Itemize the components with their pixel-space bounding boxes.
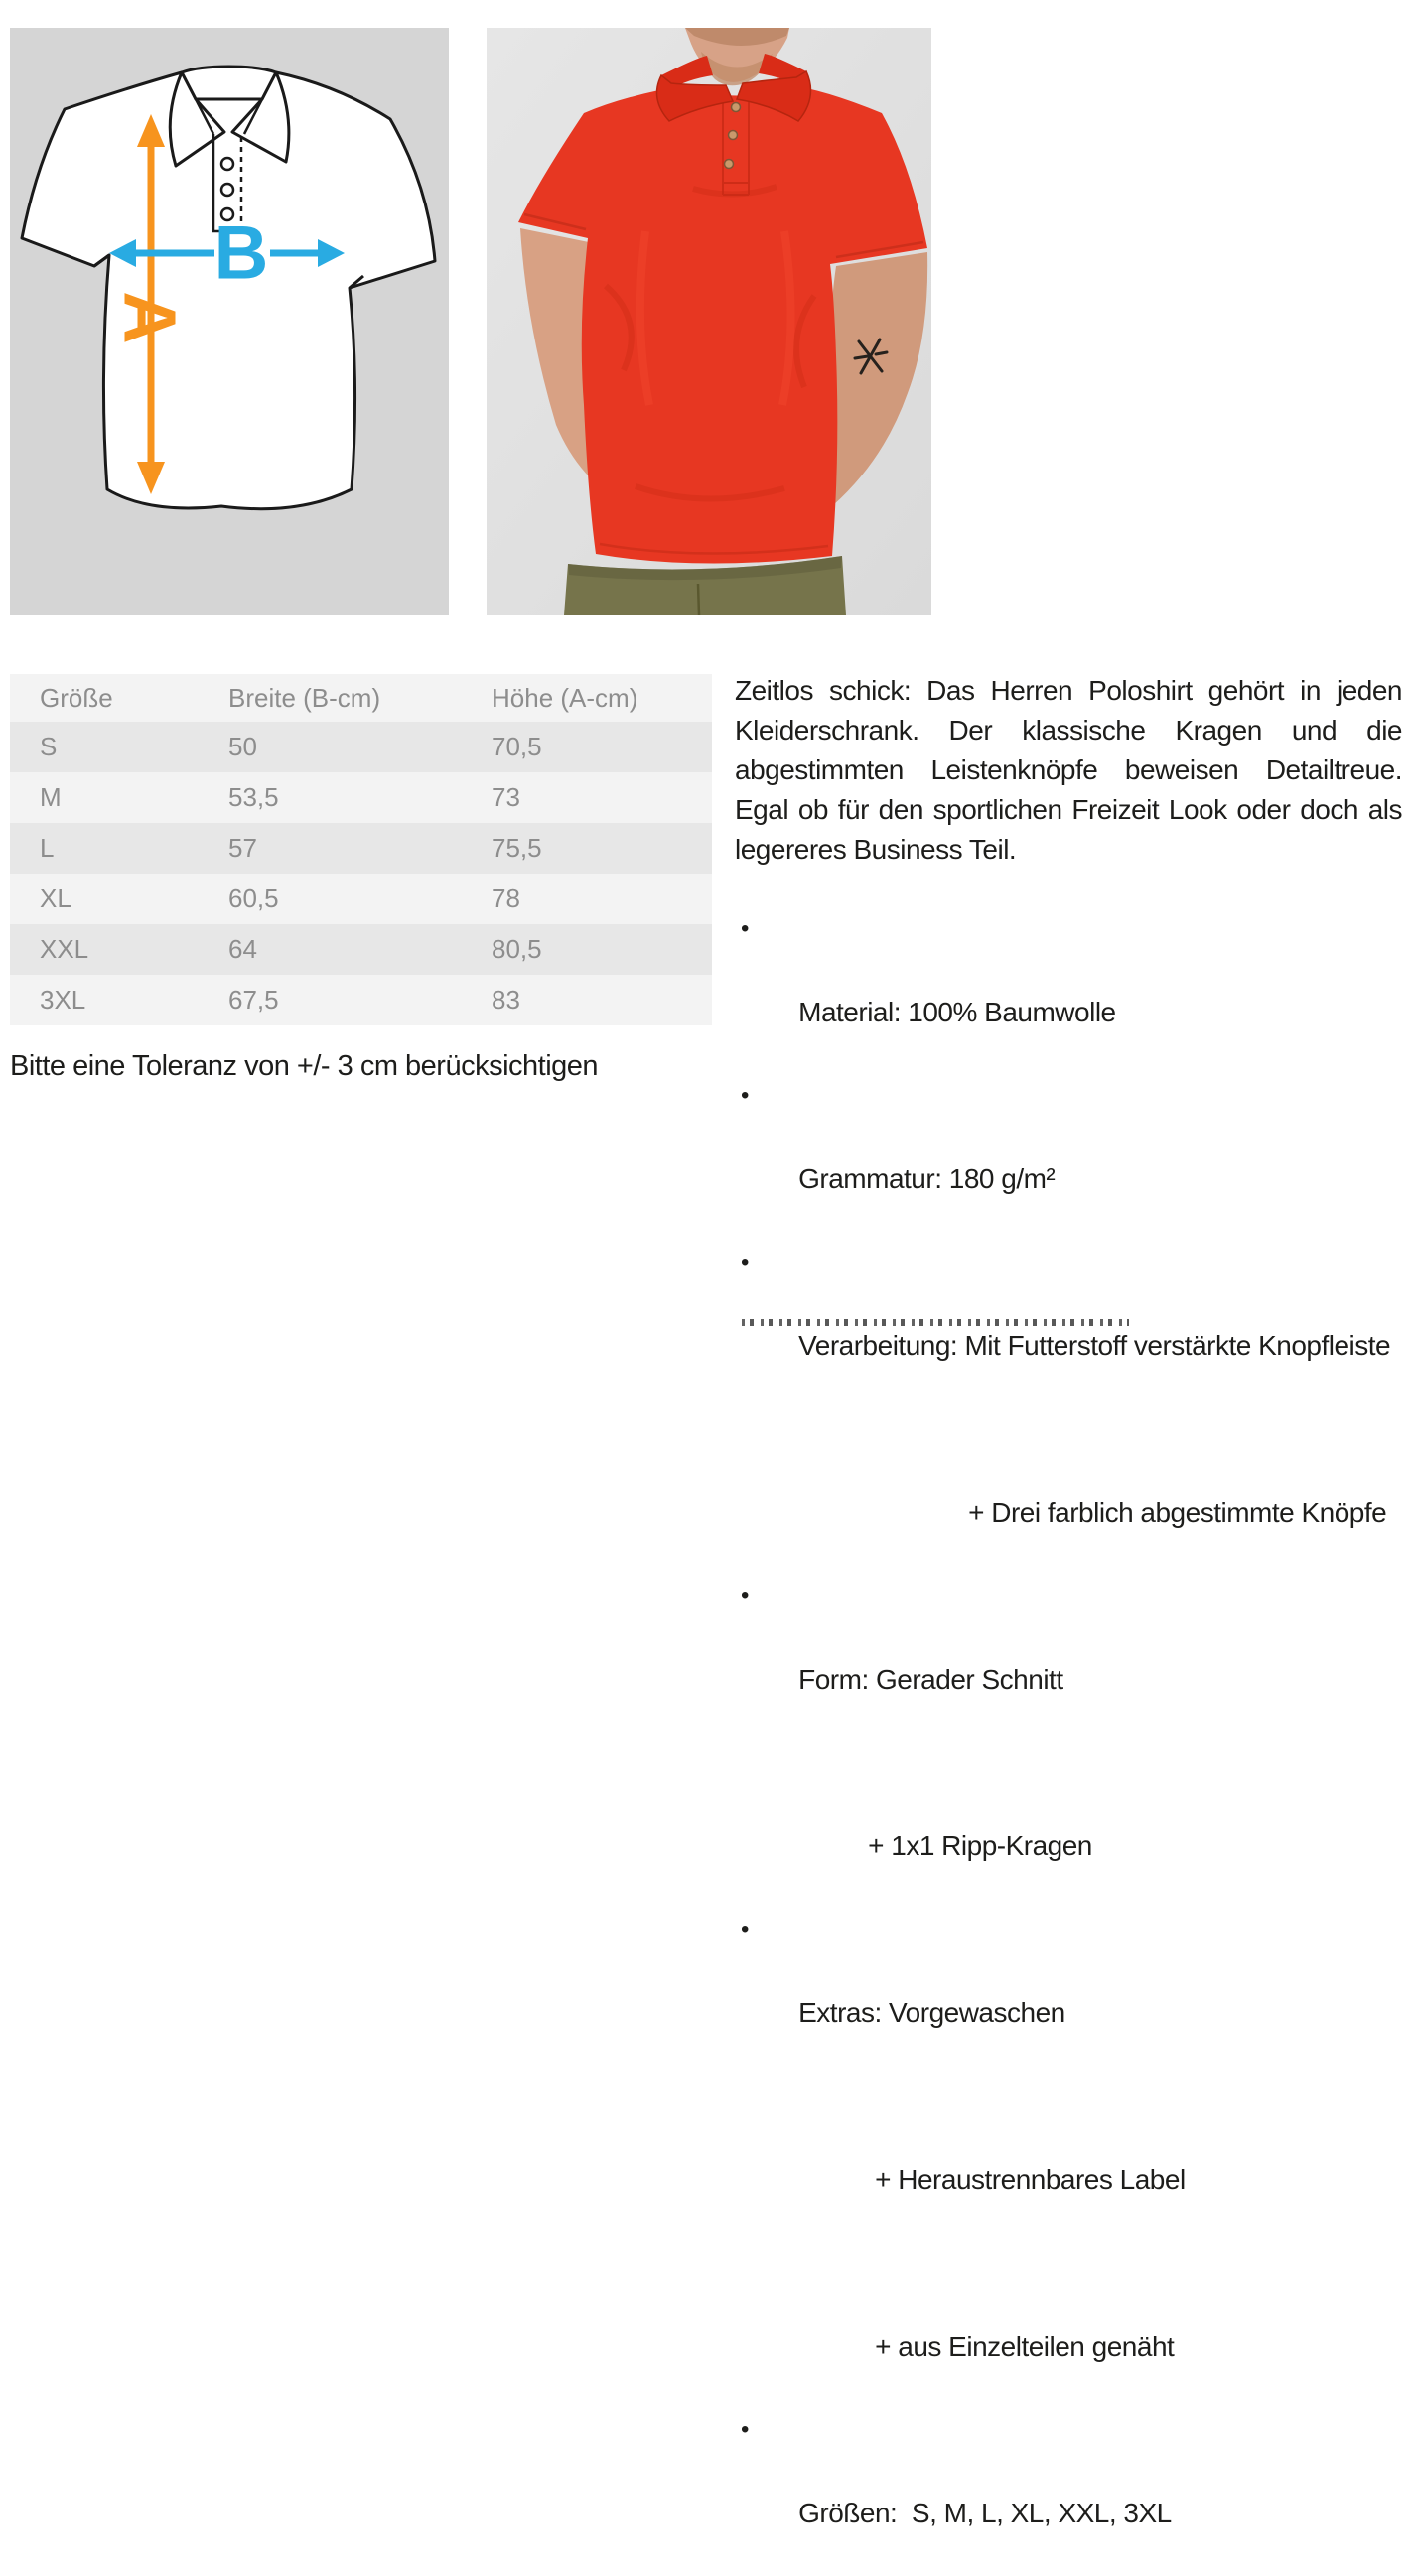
cell-height: 80,5 xyxy=(492,934,542,964)
cell-height: 70,5 xyxy=(492,732,542,761)
feature-text: Größen: S, M, L, XL, XXL, 3XL xyxy=(798,2498,1172,2528)
bullet-icon: • xyxy=(741,915,749,942)
size-diagram-box xyxy=(10,28,449,615)
feature-text: Grammatur: 180 g/m² xyxy=(798,1163,1056,1194)
bullet-icon: • xyxy=(741,1582,749,1609)
product-description-column xyxy=(735,671,1402,2576)
cell-height: 83 xyxy=(492,985,520,1015)
bullet-icon: • xyxy=(741,2416,749,2443)
cell-height: 78 xyxy=(492,883,520,913)
feature-item xyxy=(735,1742,1402,1909)
feature-item xyxy=(735,1575,1402,1742)
width-arrow-label: B xyxy=(213,210,269,296)
cell-width: 57 xyxy=(228,833,257,863)
cutoff-text-line xyxy=(742,1319,1129,1326)
model-photo-illustration xyxy=(487,28,931,615)
cell-height: 73 xyxy=(492,782,520,812)
cell-height: 75,5 xyxy=(492,833,542,863)
height-arrow-label: A xyxy=(108,291,192,344)
button-icon xyxy=(221,158,233,170)
column-header-size: Größe xyxy=(40,682,113,713)
feature-text: + aus Einzelteilen genäht xyxy=(875,2331,1175,2362)
bullet-icon: • xyxy=(741,1916,749,1943)
shirt-button xyxy=(732,103,741,112)
cell-width: 67,5 xyxy=(228,985,279,1015)
feature-text: + Heraustrennbares Label xyxy=(875,2164,1186,2195)
feature-item xyxy=(735,1075,1402,1242)
product-description: Zeitlos schick: Das Herren Poloshirt gehört in jeden Kleiderschrank. Der klassische Kragen und die abgestimmten Leistenknöpfe beweisen Detailtreue. Egal ob für den sportlichen Freizeit Look oder doch als legereres Business Teil. xyxy=(735,675,1402,865)
feature-item xyxy=(735,2242,1402,2409)
bullet-icon: • xyxy=(741,1249,749,1276)
cell-width: 50 xyxy=(228,732,257,761)
feature-item xyxy=(735,2409,1402,2576)
bullet-icon: • xyxy=(741,1082,749,1109)
size-table xyxy=(10,674,712,1025)
feature-text: Material: 100% Baumwolle xyxy=(798,997,1116,1027)
feature-item xyxy=(735,1909,1402,2076)
shirt-button xyxy=(729,131,738,140)
cell-size: XL xyxy=(40,883,71,913)
feature-item xyxy=(735,1409,1402,1575)
cell-size: 3XL xyxy=(40,985,86,1015)
cell-size: S xyxy=(40,732,58,761)
feature-text: Form: Gerader Schnitt xyxy=(798,1664,1063,1695)
column-header-width: Breite (B-cm) xyxy=(228,682,381,713)
cell-size: M xyxy=(40,782,62,812)
feature-item xyxy=(735,2076,1402,2242)
feature-text: + Drei farblich abgestimmte Knöpfe xyxy=(968,1497,1387,1528)
feature-item xyxy=(735,908,1402,1075)
table-body xyxy=(10,722,712,1025)
cell-width: 64 xyxy=(228,934,257,964)
shirt-button xyxy=(725,160,734,169)
polo-measurement-diagram xyxy=(10,28,449,615)
cell-width: 53,5 xyxy=(228,782,279,812)
tolerance-note: Bitte eine Toleranz von +/- 3 cm berücksichtigen xyxy=(10,1050,599,1082)
button-icon xyxy=(221,184,233,196)
product-photo xyxy=(487,28,931,615)
table-row xyxy=(10,975,712,1025)
cell-size: XXL xyxy=(40,934,89,964)
cell-width: 60,5 xyxy=(228,883,279,913)
table-row xyxy=(10,722,712,772)
feature-text: Verarbeitung: Mit Futterstoff verstärkte Knopfleiste xyxy=(798,1330,1391,1361)
feature-list xyxy=(735,908,1402,2576)
table-row xyxy=(10,924,712,975)
table-header-row xyxy=(10,674,712,722)
feature-text: Extras: Vorgewaschen xyxy=(798,1997,1065,2028)
table-row xyxy=(10,823,712,874)
feature-text: + 1x1 Ripp-Kragen xyxy=(868,1830,1092,1861)
column-header-height: Höhe (A-cm) xyxy=(492,682,638,713)
table-row xyxy=(10,874,712,924)
table-row xyxy=(10,772,712,823)
cell-size: L xyxy=(40,833,55,863)
